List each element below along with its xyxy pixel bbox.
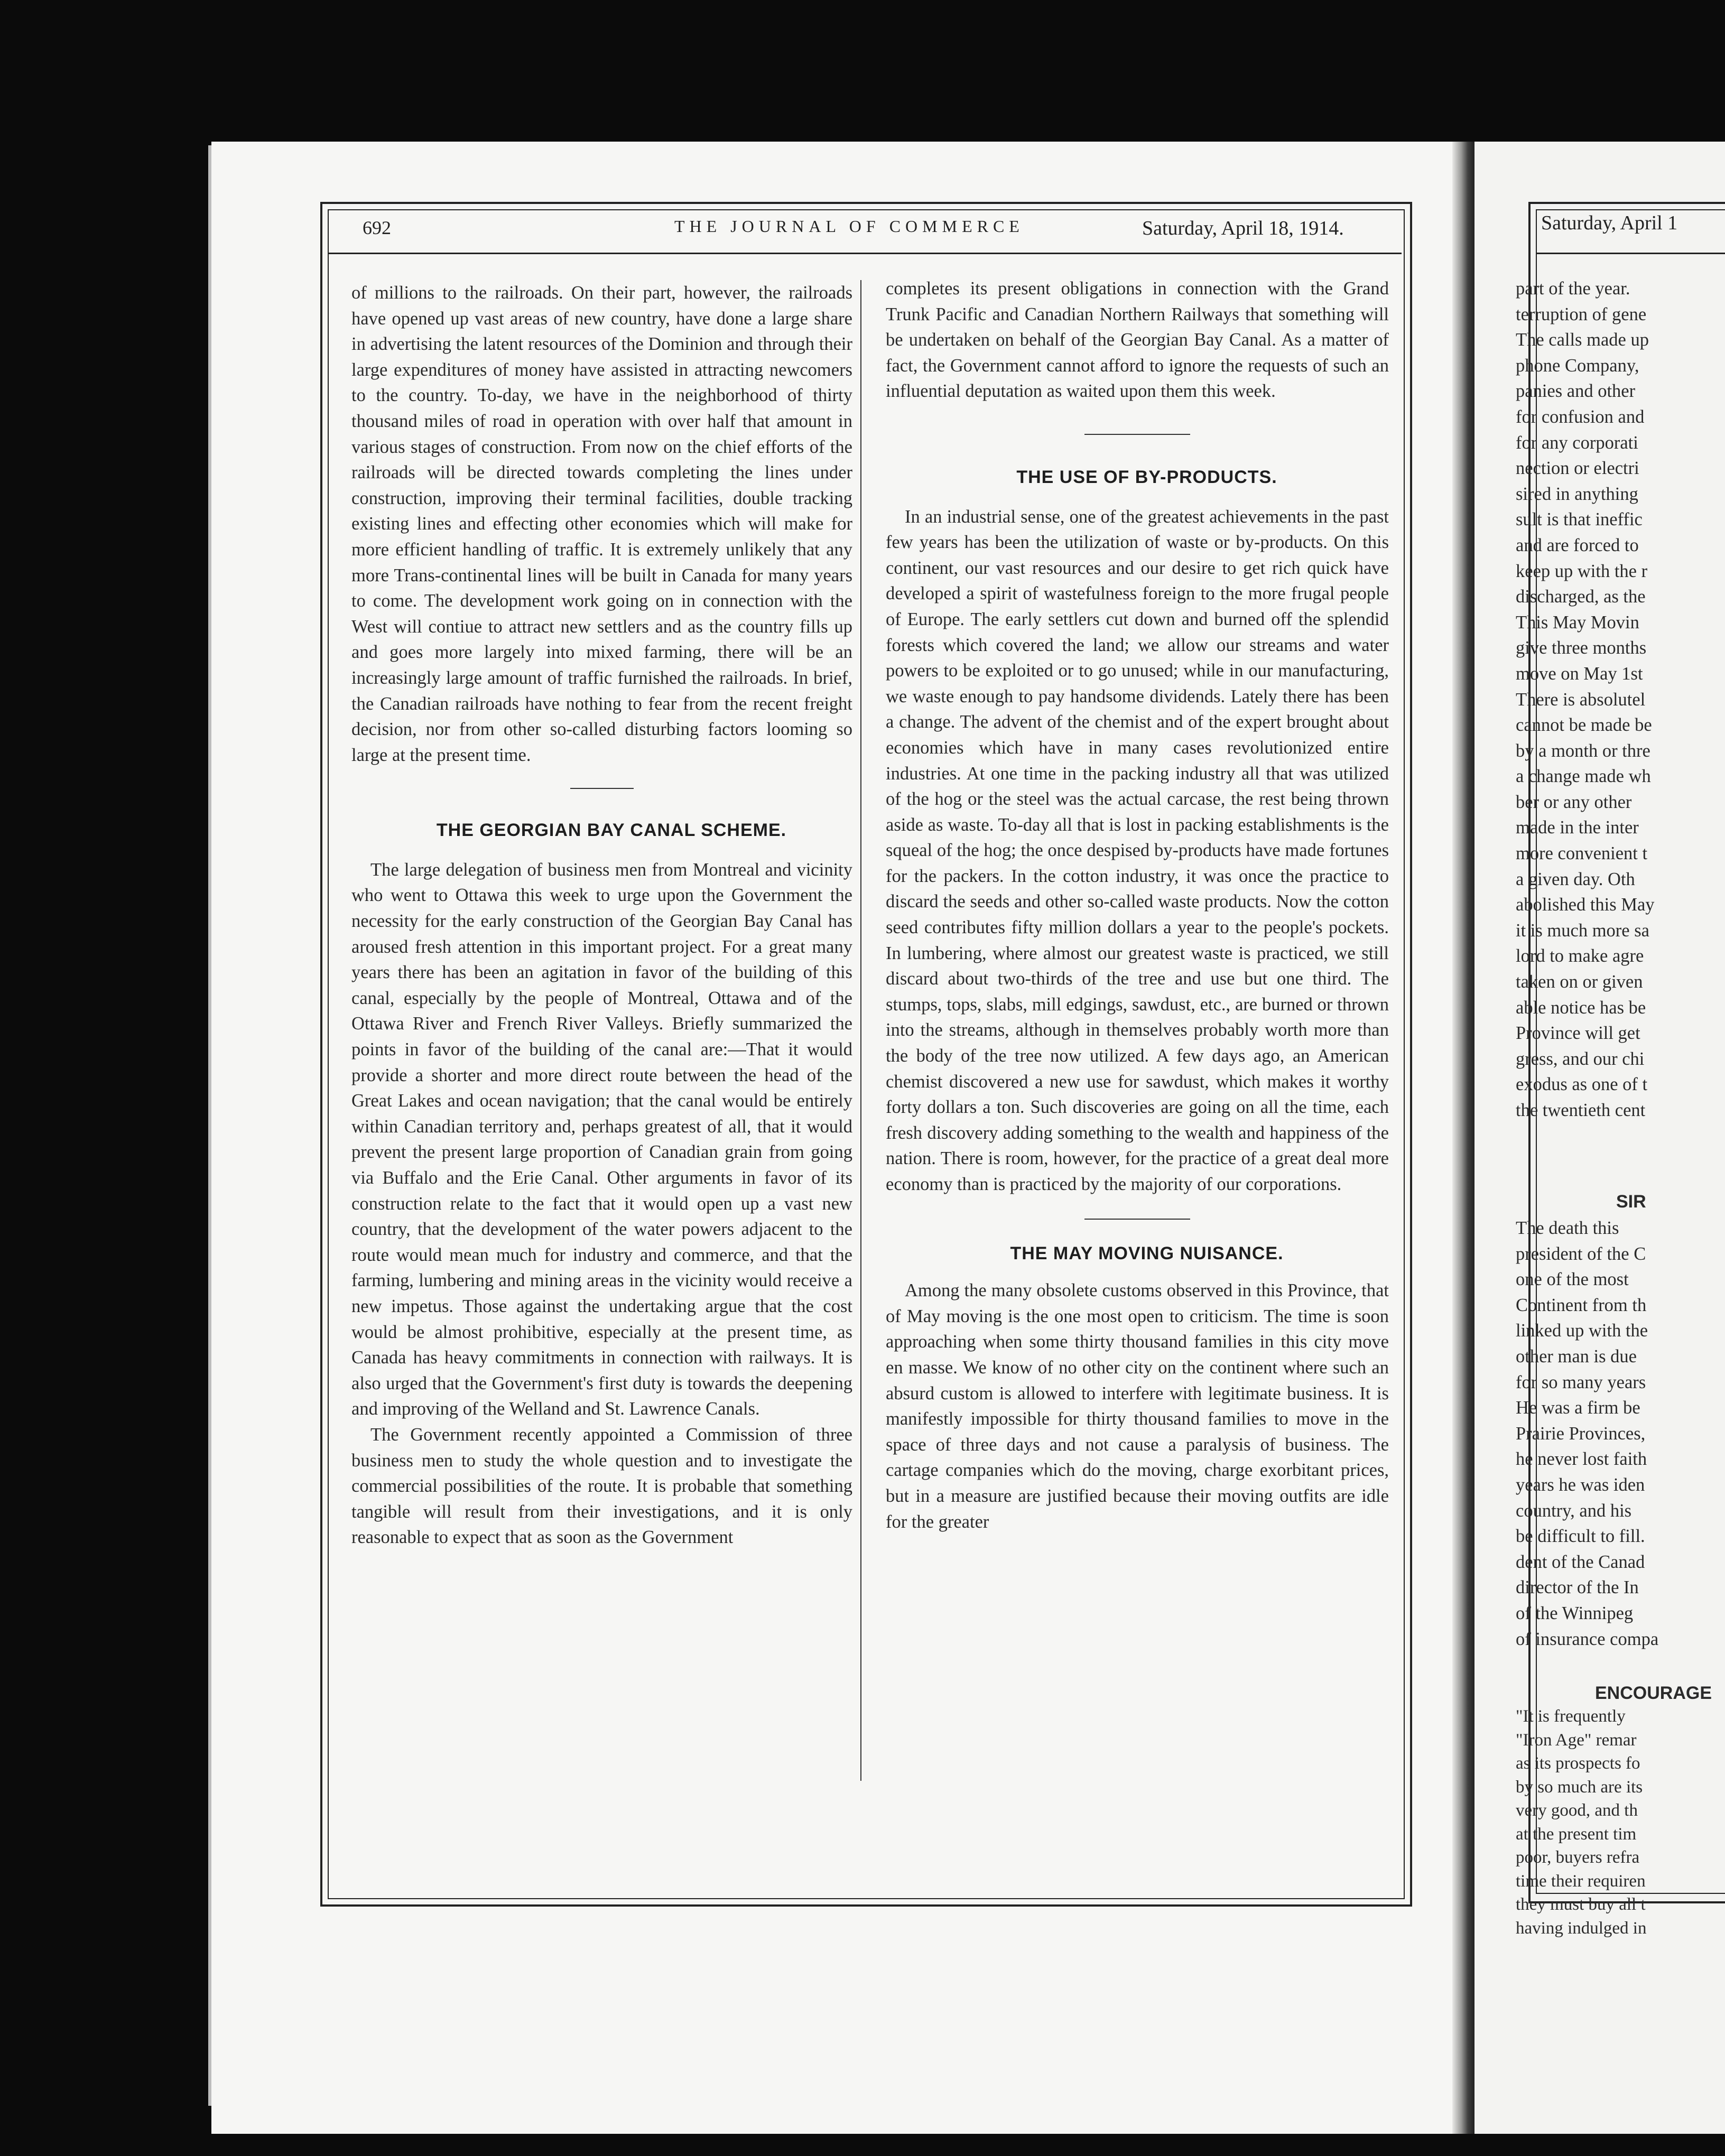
right-column-fragment-5	[1516, 1705, 1725, 1940]
right-text-line: part of the year.	[1516, 278, 1630, 299]
right-text-line: it is much more sa	[1516, 920, 1649, 941]
column-divider	[860, 280, 861, 1781]
page-number: 692	[363, 217, 391, 238]
right-text-line: give three months	[1516, 638, 1647, 658]
right-text-line: one of the most	[1516, 1269, 1629, 1290]
right-text-line: He was a firm be	[1516, 1398, 1640, 1418]
right-text-line: a given day. Oth	[1516, 869, 1635, 889]
right-text-line: sult is that ineffic	[1516, 509, 1643, 530]
right-text-line: director of the In	[1516, 1577, 1639, 1598]
right-text-line: of the Winnipeg	[1516, 1603, 1634, 1623]
right-text-line: phone Company,	[1516, 355, 1639, 376]
right-text-line: "Iron Age" remar	[1516, 1730, 1637, 1750]
right-text-line: able notice has be	[1516, 997, 1646, 1018]
right-text-line: the twentieth cent	[1516, 1100, 1646, 1120]
right-text-line: This May Movin	[1516, 612, 1639, 633]
right-issue-date: Saturday, April 1	[1541, 212, 1678, 234]
right-header-rule	[1537, 253, 1725, 254]
right-text-line: country, and his	[1516, 1500, 1632, 1521]
right-text-line: taken on or given	[1516, 972, 1643, 992]
section-rule	[570, 788, 634, 789]
heading-encourage: ENCOURAGE	[1595, 1683, 1712, 1703]
heading-may-moving: THE MAY MOVING NUISANCE.	[1010, 1243, 1284, 1263]
may-moving-paragraph: Among the many obsolete customs observed in this Province, that of May moving is the one most open to criticism. The time is soon approaching when some thirty thousand families in this city move en masse. We know of no other city on the continent where such an absurd custom is allowed to interfere with legitimate business. It is manifestly impossible for thirty thousand families to move in the space of three days and not cause a paralysis of business. The cartage companies which do the moving, charge exorbitant prices, but in a measure are justified because their moving outfits are idle for the greater	[886, 1280, 1389, 1532]
right-text-line: terruption of gene	[1516, 304, 1647, 324]
right-text-line: time their requiren	[1516, 1871, 1646, 1891]
right-text-line: other man is due	[1516, 1346, 1637, 1367]
right-text-line: more convenient t	[1516, 843, 1648, 864]
heading-georgian-bay: THE GEORGIAN BAY CANAL SCHEME.	[436, 820, 787, 841]
right-text-line: years he was iden	[1516, 1474, 1645, 1495]
section-rule	[1084, 1219, 1190, 1220]
georgian-paragraph-1: The large delegation of business men from Montreal and vicinity who went to Ottawa this week to urge upon the Government the necessity for the early construction of the Georgian Bay Canal has aroused fresh attention in this important project. For a great many years there has been an agitation in favor of the building of this canal, especially by the people of Montreal, Ottawa and of the Ottawa River and French River Valleys. Briefly summarized the points in favor of the building of the canal are:—That it would provide a shorter and more direct route between the head of the Great Lakes and ocean navigation; that the canal would be entirely within Canadian territory and, perhaps greatest of all, that it would prevent the present large proportion of Canadian grain from going via Buffalo and the Erie Canal. Other arguments in favor of its construction relate to the fact that it would open up a vast new country, that the development of the water powers adjacent to the route would mean much for industry and commerce, and that the farming, lumbering and mining areas in the vicinity would receive a new impetus. Those against the undertaking argue that the cost would be almost prohibitive, especially at the present time, as Canada has heavy commitments in connection with railways. It is also urged that the Government's first duty is towards the deepening and improving of the Welland and St. Lawrence Canals.	[351, 859, 852, 1419]
by-products-paragraph: In an industrial sense, one of the greatest achievements in the past few years has been the utilization of waste or by-products. On this continent, our vast resources and our desire to get rich quick have developed a spirit of wastefulness foreign to the more frugal people of Europe. The early settlers cut down and burned off the splendid forests which covered the land; we allow our streams and water powers to be exploited or to go unused; while in our manufacturing, we waste enough to pay handsome dividends. Lately there has been a change. The advent of the chemist and of the expert brought about economies which have in many cases revolutionized entire industries. At one time in the packing industry all that was utilized of the hog or the steel was the actual carcase, the rest being thrown aside as waste. To-day all that is lost in packing establishments is the squeal of the hog; the once despised by-products have made fortunes for the packers. In the cotton industry, it was once the practice to discard the seeds and other so-called waste products. Now the cotton seed contributes fifty million dollars a year to the people's pockets. In lumbering, where almost our greatest waste is practiced, we still discard about two-thirds of the tree and use but one third. The stumps, tops, slabs, mill edgings, sawdust, etc., are burned or thrown into the streams, although in themselves probably worth more than the body of the tree now utilized. A few days ago, an American chemist discovered a new use for sawdust, which makes it worthy forty dollars a ton. Such discoveries are going on all the time, each fresh discovery adding something to the wealth and happiness of the nation. There is room, however, for the practice of a great deal more economy than is practiced by the majority of our corporations.	[886, 506, 1389, 1194]
right-text-line: There is absolutel	[1516, 689, 1646, 710]
right-text-line: The calls made up	[1516, 330, 1649, 350]
right-text-line: linked up with the	[1516, 1321, 1648, 1341]
right-text-line: discharged, as the	[1516, 587, 1646, 607]
right-text-line: panies and other	[1516, 381, 1636, 402]
right-text-line: of insurance compa	[1516, 1629, 1659, 1649]
right-column-fragment-2	[1516, 1189, 1725, 1215]
right-text-line: poor, buyers refra	[1516, 1848, 1640, 1867]
right-column-fragment-4	[1516, 1680, 1725, 1706]
right-text-line: ber or any other	[1516, 792, 1632, 812]
middle-column	[886, 276, 1389, 1535]
right-text-line: they must buy all t	[1516, 1895, 1646, 1914]
right-text-line: gress, and our chi	[1516, 1048, 1645, 1069]
book-spine	[1452, 142, 1474, 2134]
heading-sir: SIR	[1616, 1192, 1646, 1212]
right-text-line: for any corporati	[1516, 432, 1638, 453]
right-text-line: lord to make agre	[1516, 946, 1644, 967]
right-text-line: at the present tim	[1516, 1824, 1637, 1844]
right-text-line: for so many years	[1516, 1372, 1646, 1392]
right-text-line: sired in anything	[1516, 484, 1638, 504]
right-text-line: nection or electri	[1516, 458, 1639, 479]
right-text-line: a change made wh	[1516, 766, 1651, 787]
right-column-fragment-3	[1516, 1215, 1725, 1652]
right-text-line: by so much are its	[1516, 1777, 1643, 1797]
article-continuation: of millions to the railroads. On their part, however, the railroads have opened up vast areas of new country, have done a large share in advertising the latent resources of the Dominion and through their large expenditures of money have assisted in attracting newcomers to the country. To-day, we have in the neighborhood of thirty thousand miles of road in operation with over half that amount in various stages of construction. From now on the chief efforts of the railroads will be directed towards completing the lines under construction, improving their terminal facilities, double tracking existing lines and effecting other economies which will make for more efficient handling of traffic. It is extremely unlikely that any more Trans-continental lines will be built in Canada for many years to come. The development work going on in connection with the West will contiue to attract new settlers and as the country fills up and goes more largely into mixed farming, there will be an increasingly large amount of traffic furnished the railroads. In brief, the Canadian railroads have nothing to fear from the recent freight decision, nor from other so-called disturbing factors looming so large at the present time.	[351, 283, 852, 765]
georgian-continuation: completes its present obligations in connection with the Grand Trunk Pacific and Canadian Northern Railways that something will be undertaken on behalf of the Georgian Bay Canal. As a matter of fact, the Government cannot afford to ignore the requests of such an influential deputation as waited upon them this week.	[886, 278, 1389, 402]
right-text-line: move on May 1st	[1516, 663, 1643, 684]
right-text-line: having indulged in	[1516, 1918, 1647, 1938]
right-text-line: made in the inter	[1516, 817, 1639, 838]
right-text-line: Continent from th	[1516, 1295, 1647, 1315]
right-text-line: by a month or thre	[1516, 740, 1650, 761]
right-text-line: very good, and th	[1516, 1801, 1638, 1820]
right-text-line: exodus as one of t	[1516, 1074, 1648, 1095]
right-text-line: "It is frequently	[1516, 1707, 1626, 1726]
left-column	[351, 280, 852, 1550]
right-text-line: Prairie Provinces,	[1516, 1423, 1646, 1444]
georgian-paragraph-2: The Government recently appointed a Commission of three business men to study the whole question and to investigate the commercial possibilities of the route. It is probable that something tangible will result from their investigations, and it is only reasonable to expect that as soon as the Government	[351, 1424, 852, 1548]
right-text-line: The death this	[1516, 1218, 1619, 1238]
right-text-line: cannot be made be	[1516, 715, 1652, 736]
page-header	[363, 217, 1393, 254]
right-text-line: abolished this May	[1516, 895, 1655, 915]
right-text-line: as its prospects fo	[1516, 1754, 1640, 1773]
issue-date: Saturday, April 18, 1914.	[1142, 217, 1344, 239]
section-rule	[1084, 434, 1190, 435]
publication-title: THE JOURNAL OF COMMERCE	[674, 217, 1024, 236]
right-text-line: and are forced to	[1516, 535, 1639, 555]
right-text-line: he never lost faith	[1516, 1449, 1647, 1470]
heading-by-products: THE USE OF BY-PRODUCTS.	[1016, 467, 1277, 487]
right-text-line: be difficult to fill.	[1516, 1526, 1645, 1547]
right-text-line: keep up with the r	[1516, 561, 1648, 581]
right-text-line: for confusion and	[1516, 406, 1645, 427]
right-column-fragment	[1516, 276, 1725, 1123]
right-text-line: dent of the Canad	[1516, 1551, 1645, 1572]
right-text-line: Province will get	[1516, 1023, 1640, 1044]
right-text-line: president of the C	[1516, 1243, 1646, 1264]
